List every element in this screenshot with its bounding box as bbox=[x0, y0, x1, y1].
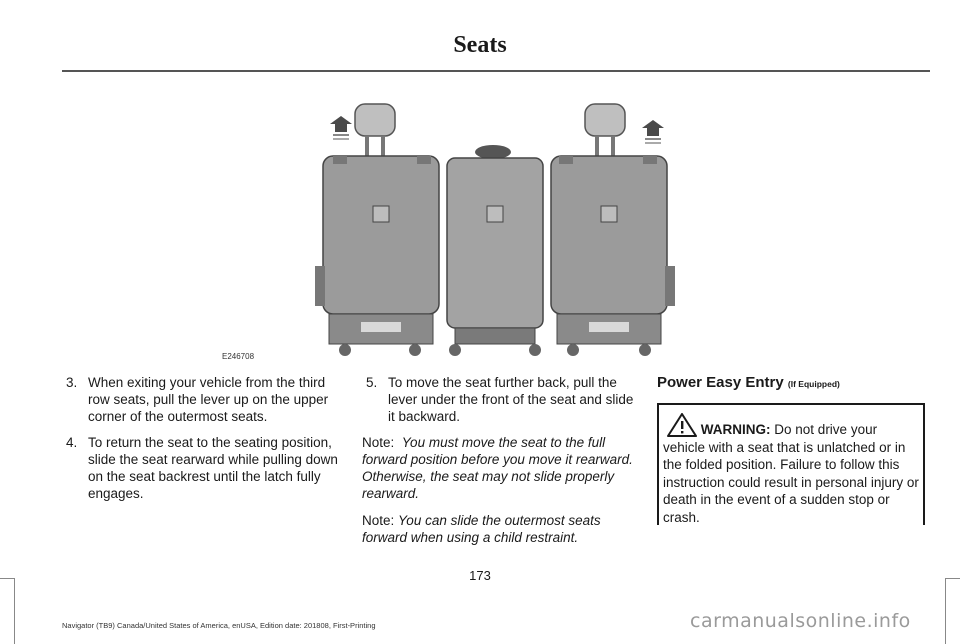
warning-box bbox=[657, 403, 925, 525]
title-divider bbox=[62, 70, 930, 72]
page-number: 173 bbox=[469, 568, 491, 583]
list-item: 3. When exiting your vehicle from the third row seats, pull the lever up on the upper corner of the outermost seats. bbox=[66, 375, 329, 424]
column-left bbox=[62, 374, 342, 511]
crop-mark bbox=[0, 578, 15, 644]
list-item: 5. To move the seat further back, pull the lever under the front of the seat and slide it backward. bbox=[366, 375, 634, 424]
page-title: Seats bbox=[453, 32, 507, 58]
warning-text: Do not drive your vehicle with a seat that is unlatched or in the folded position. Failure to follow this instruction could result in personal injury or death in the event of a sudden stop or crash. bbox=[663, 422, 919, 525]
column-middle bbox=[362, 374, 634, 556]
warning-label: WARNING: bbox=[700, 422, 771, 437]
footer-text: Navigator (TB9) Canada/United States of America, enUSA, Edition date: 201808, First-Printing bbox=[62, 621, 376, 630]
warning-icon bbox=[667, 413, 697, 437]
arrow-up-icon bbox=[330, 116, 352, 140]
column-right bbox=[657, 374, 929, 393]
list-item: 4. To return the seat to the seating position, slide the seat rearward while pulling down on the seat backrest until the latch fully engages. bbox=[66, 435, 338, 501]
seat-illustration bbox=[305, 96, 685, 366]
section-heading: Power Easy Entry (If Equipped) bbox=[657, 374, 840, 391]
note: Note: You can slide the outermost seats forward when using a child restraint. bbox=[362, 513, 601, 545]
crop-mark bbox=[945, 578, 960, 644]
note: Note: You must move the seat to the full forward position before you move it rearward. Otherwise, the seat may not slide properly rearward. bbox=[362, 435, 633, 501]
figure-code: E246708 bbox=[222, 352, 255, 361]
arrow-up-icon bbox=[642, 120, 664, 144]
watermark: carmanualsonline.info bbox=[690, 610, 911, 632]
